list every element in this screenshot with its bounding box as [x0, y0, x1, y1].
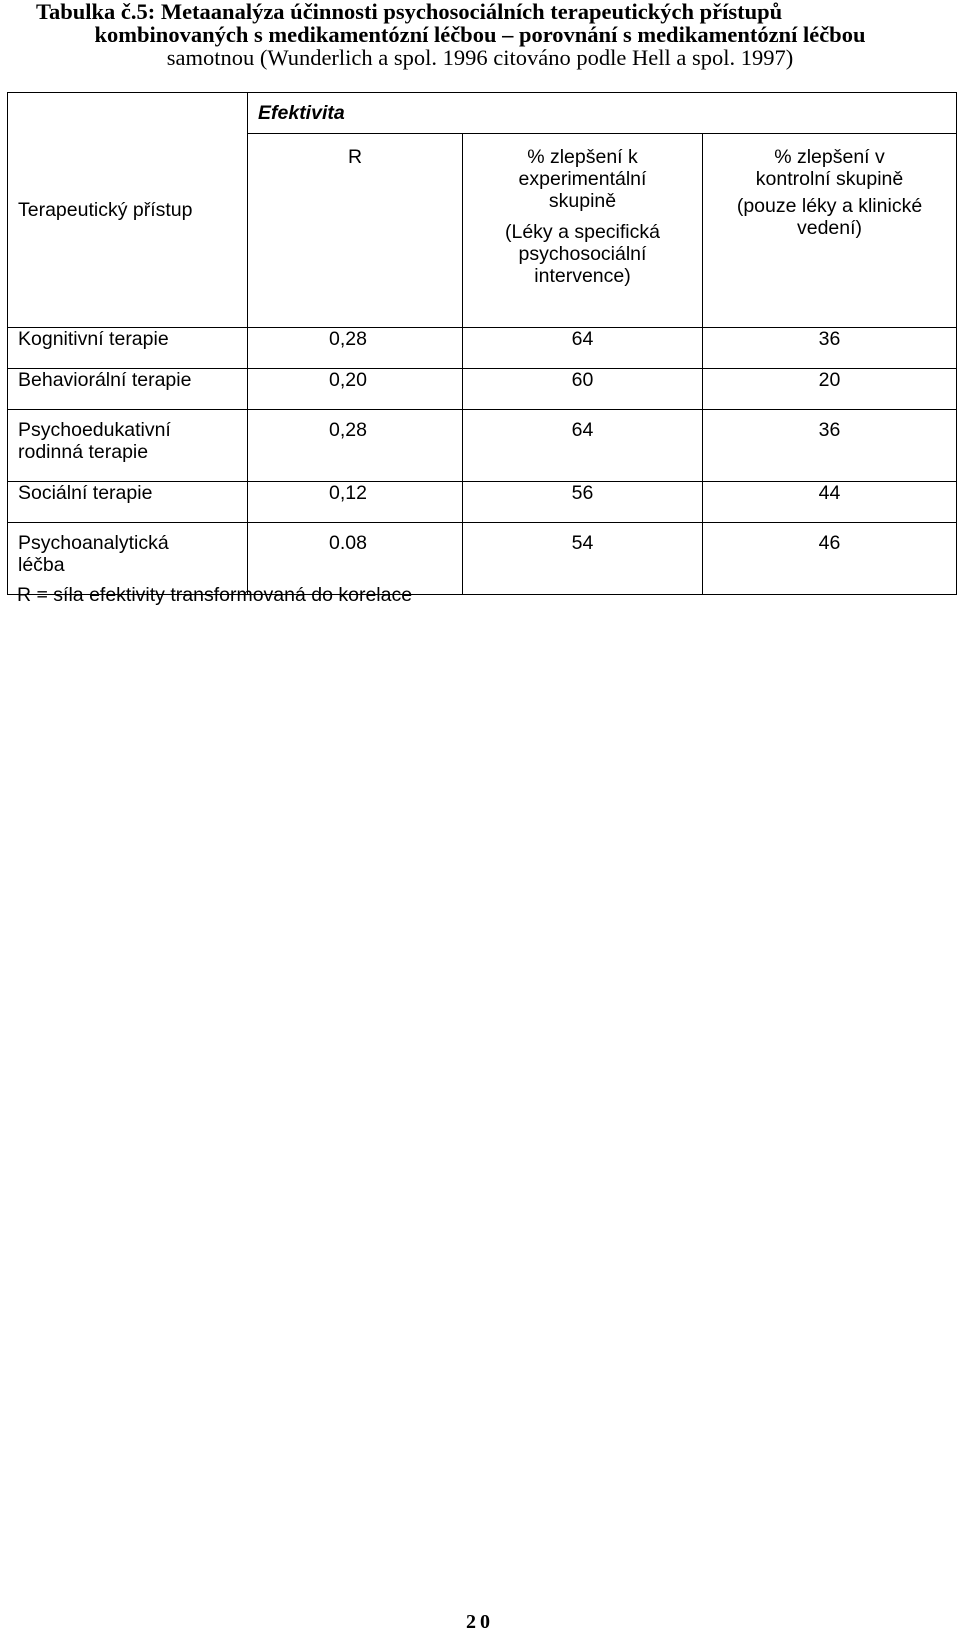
control-value: 20: [703, 369, 957, 410]
r-header-label: R: [347, 146, 363, 168]
caption-line-1: Tabulka č.5: Metaanalýza účinnosti psychosociálních terapeutických přístupů: [36, 0, 783, 24]
efektivita-header: Efektivita: [248, 93, 957, 134]
approach-name: Psychoedukativní rodinná terapie: [8, 410, 248, 482]
r-value: 0,20: [248, 369, 463, 410]
experimental-header-note: (Léky a specifická psychosociální intervence): [505, 221, 660, 287]
table-caption: [0, 0, 960, 69]
meta-analysis-table: [7, 92, 957, 595]
approach-name: Sociální terapie: [8, 482, 248, 523]
table-row: [8, 410, 957, 482]
experimental-header-label: % zlepšení k experimentální skupině: [518, 146, 647, 212]
footnote: R = síla efektivity transformovaná do korelace: [17, 584, 413, 606]
experimental-value: 54: [463, 523, 703, 595]
approach-name: Behaviorální terapie: [8, 369, 248, 410]
experimental-value: 60: [463, 369, 703, 410]
experimental-value: 64: [463, 328, 703, 369]
table-row: [8, 482, 957, 523]
r-value: 0,28: [248, 410, 463, 482]
control-header: [703, 134, 957, 328]
caption-line-2: kombinovaných s medikamentózní léčbou – porovnání s medikamentózní léčbou: [94, 22, 866, 47]
page-number: 20: [466, 1611, 494, 1633]
r-value: 0.08: [248, 523, 463, 595]
r-header: [248, 134, 463, 328]
control-value: 46: [703, 523, 957, 595]
approach-header: Terapeutický přístup: [8, 93, 248, 328]
approach-name: Psychoanalytická léčba: [8, 523, 248, 595]
table-row: [8, 369, 957, 410]
caption-line-3: samotnou (Wunderlich a spol. 1996 citováno podle Hell a spol. 1997): [166, 45, 794, 70]
approach-name: Kognitivní terapie: [8, 328, 248, 369]
control-value: 44: [703, 482, 957, 523]
control-value: 36: [703, 410, 957, 482]
experimental-value: 64: [463, 410, 703, 482]
experimental-value: 56: [463, 482, 703, 523]
control-value: 36: [703, 328, 957, 369]
table-row: [8, 328, 957, 369]
r-value: 0,28: [248, 328, 463, 369]
r-value: 0,12: [248, 482, 463, 523]
control-header-note: (pouze léky a klinické vedení): [736, 195, 923, 239]
control-header-label: % zlepšení v kontrolní skupině: [755, 146, 904, 190]
experimental-header: [463, 134, 703, 328]
